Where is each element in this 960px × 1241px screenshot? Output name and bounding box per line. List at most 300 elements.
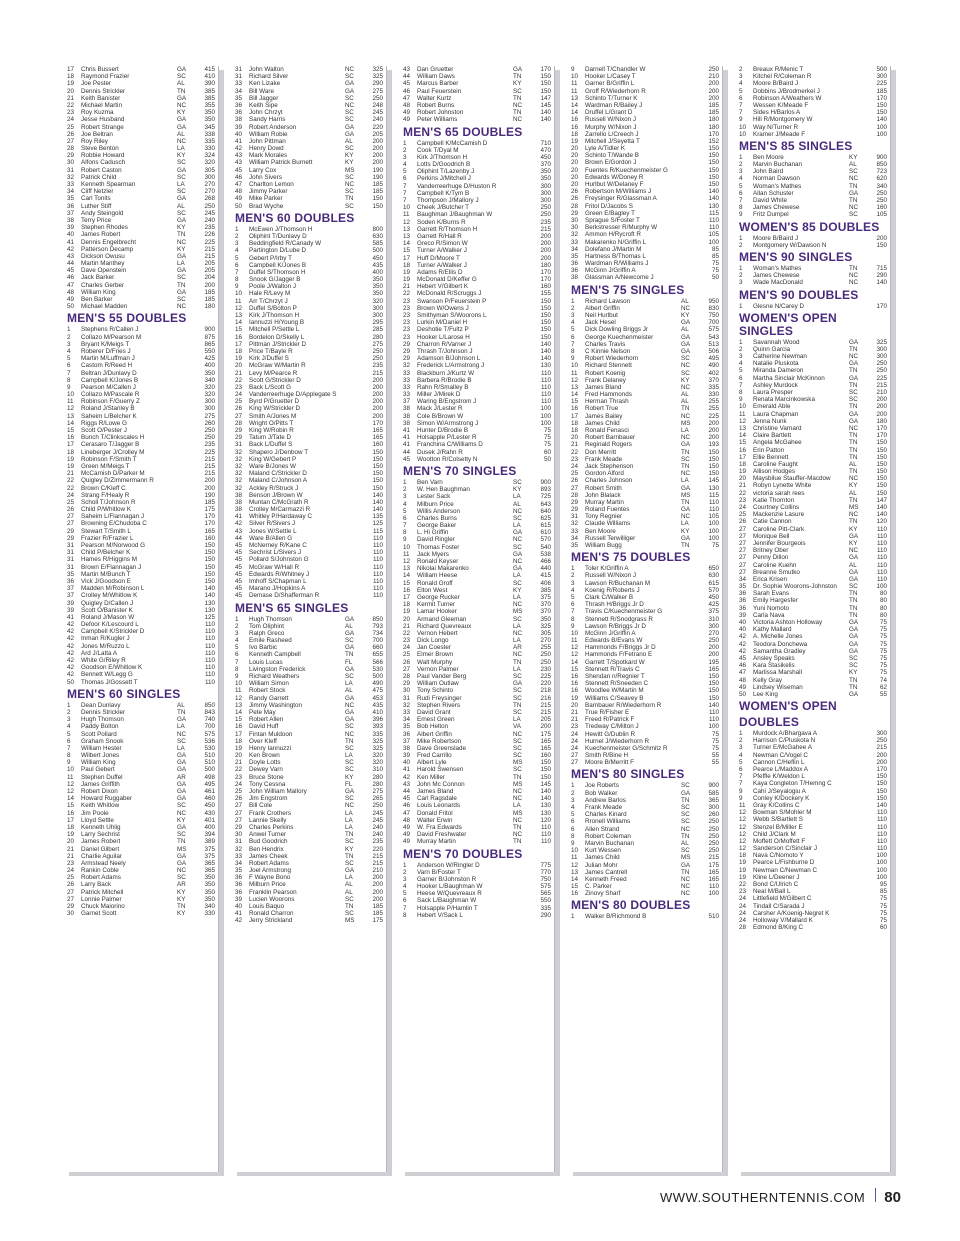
rank-cell: 15 [67,427,75,434]
rank-cell: 35 [571,542,579,549]
state-cell: MS [513,809,523,817]
rank-cell: 42 [235,917,243,925]
ranking-row [736,766,890,773]
state-cell [849,924,867,931]
rank-cell: 32 [235,477,243,485]
rank-cell: 29 [571,498,579,506]
name-cell: John Blalack [585,491,621,499]
rank-cell: 24 [739,916,747,924]
points-cell: 495 [708,355,719,363]
ranking-row [736,759,890,766]
ranking-row [568,630,722,637]
ranking-row [64,628,218,635]
points-cell: 250 [540,211,551,219]
state-cell: SC [345,859,354,867]
points-cell: 75 [879,647,887,655]
points-cell: 110 [540,838,551,846]
state-cell: NC [513,788,523,795]
name-cell: William Outlaw [417,680,459,688]
ranking-row [64,405,218,412]
name-cell: Thompson J/Mallory J [417,197,479,204]
rank-cell: 36 [67,577,75,585]
state-cell [513,175,531,182]
ranking-row [568,246,722,253]
state-cell [177,621,195,628]
ranking-row [736,554,890,561]
points-cell: 245 [204,209,215,217]
rank-cell: 4 [739,751,743,759]
name-cell: Paddy Bolton [81,723,119,731]
ranking-row [232,831,386,838]
state-cell [345,485,363,492]
ranking-row [568,138,722,145]
ranking-row [736,382,890,389]
state-cell [513,405,531,412]
points-cell: 250 [372,347,383,355]
name-cell: Lee King [753,690,778,698]
ranking-row [64,485,218,492]
points-cell: 350 [204,109,215,117]
points-cell: 150 [876,482,887,490]
rank-cell: 28 [571,202,579,210]
name-cell: Lindsey Wiseman [753,683,803,691]
name-cell: Thrash T/Johnson J [417,347,473,355]
rank-cell: 25 [67,123,75,131]
name-cell: Paul Vander Berg [417,673,467,680]
points-cell: 55 [711,752,719,760]
ranking-row [64,635,218,642]
state-cell: SC [345,94,354,102]
state-cell: AL [345,888,353,896]
points-cell: 225 [204,238,215,246]
rank-cell: 21 [67,94,75,102]
rank-cell: 27 [739,547,747,555]
rank-cell: 33 [571,238,579,246]
state-cell [345,255,363,262]
name-cell: Bill Ware [249,87,274,95]
rank-cell: 32 [235,845,243,853]
rank-cell: 3 [403,875,407,883]
name-cell: Green E/Bagley T [585,209,635,217]
points-cell: 200 [372,383,383,391]
state-cell: SC [345,202,354,210]
state-cell [681,95,699,102]
points-cell: 140 [540,340,551,348]
points-cell: 226 [204,231,215,239]
ranking-row [568,616,722,623]
state-cell [849,881,867,888]
name-cell: Mack J/Lester R [417,405,463,413]
name-cell: McGinn J/Griffin A [585,629,636,637]
name-cell: Dusek J/Rahn R [417,448,463,456]
ranking-row [568,181,722,188]
ranking-row [232,571,386,578]
name-cell: Chuck Maiorino [81,903,125,910]
name-cell: Stennett R/Snodgrass R [585,615,653,623]
rank-cell: 23 [403,319,411,327]
points-cell: 425 [204,355,215,363]
state-cell [681,210,699,217]
name-cell: Richard Weathers [249,673,300,680]
state-cell: KY [513,586,522,594]
name-cell: John Walton [249,66,284,73]
state-cell [345,312,363,319]
ranking-row [400,666,554,673]
rank-cell: 29 [403,680,411,688]
points-cell: 200 [540,232,551,240]
points-cell: 435 [372,261,383,269]
state-cell: SC [345,116,354,124]
ranking-row [568,159,722,166]
state-cell: NC [681,383,691,391]
points-cell: 250 [540,651,551,659]
state-cell [849,773,867,780]
rank-cell: 15 [235,716,243,724]
name-cell: Stephen Rhodes [81,224,128,232]
name-cell: Mike Robertson [417,737,462,745]
ranking-row [400,348,554,355]
ranking-row [64,881,218,888]
state-cell: SC [849,211,858,219]
ranking-row [736,154,890,161]
ranking-row [400,883,554,890]
points-cell: 170 [540,268,551,276]
rank-cell: 46 [739,662,747,670]
rank-cell: 2 [739,161,743,169]
ranking-row [736,859,890,866]
rank-cell: 15 [403,579,411,587]
rank-cell: 30 [235,831,243,839]
ranking-row [568,267,722,274]
name-cell: Marcus Barber [417,80,459,88]
points-cell: 150 [708,673,719,680]
name-cell: Dean Dunlavy [81,701,121,709]
state-cell: GA [513,680,523,688]
name-cell: Emerald Able [753,403,791,411]
points-cell: 100 [708,238,719,246]
rank-cell: 17 [67,66,75,73]
ranking-row [64,664,218,671]
points-cell: 340 [204,376,215,384]
ranking-row [232,917,386,924]
name-cell: Lawson R/Briggs Jr D [585,622,646,630]
rank-cell: 22 [67,477,75,485]
ranking-row [568,862,722,869]
name-cell: Brown E/Flannagan J [81,563,142,571]
points-cell: 900 [876,153,887,161]
division-heading: MEN'S 65 DOUBLES [403,124,523,139]
ranking-row [64,795,218,802]
state-cell: KY [177,816,186,824]
points-cell: 140 [708,188,719,196]
ranking-row [64,853,218,860]
state-cell [345,240,363,247]
rank-cell: 49 [403,116,411,124]
state-cell: SC [513,744,522,752]
points-cell: 100 [876,873,887,881]
points-cell: 62 [879,683,887,691]
name-cell: Albert Lyle [417,759,447,767]
state-cell [345,542,363,549]
state-cell [513,247,531,254]
state-cell: GA [849,640,859,648]
ranking-row [400,341,554,348]
rank-cell: 14 [571,875,579,883]
name-cell: Robert Wiederhorn [585,355,639,363]
rank-cell: 49 [739,683,747,691]
state-cell [177,643,195,650]
points-cell: 140 [204,592,215,600]
points-cell: 100 [708,723,719,731]
ranking-row [64,239,218,246]
state-cell: TN [681,542,690,549]
points-cell: 140 [204,585,215,593]
state-cell: SC [177,209,186,217]
state-cell [177,499,195,506]
points-cell: 250 [372,802,383,810]
state-cell: TN [849,345,858,353]
state-cell [849,895,867,902]
state-cell [849,88,867,95]
state-cell [849,95,867,102]
state-cell: SC [849,654,858,662]
state-cell: GA [849,417,859,425]
name-cell: Hugh Thomson [249,615,292,623]
state-cell: KY [345,773,354,781]
state-cell: SC [681,369,690,377]
rank-cell: 45 [235,563,243,571]
state-cell: SC [849,583,858,591]
points-cell: 50 [543,455,551,463]
state-cell [849,816,867,823]
ranking-row [64,362,218,369]
state-cell [345,434,363,441]
ranking-row [568,673,722,680]
points-cell: 275 [372,87,383,95]
name-cell: Hewitt G/Dublin R [585,730,636,738]
name-cell: Garner B/Johnston R [417,875,477,883]
state-cell: TN [681,448,690,456]
name-cell: David Grant [417,708,451,716]
rank-cell: 19 [571,137,579,145]
name-cell: Jimmy Washington [249,701,302,709]
points-cell: 205 [540,716,551,724]
ranking-row [568,152,722,159]
ranking-row [400,630,554,637]
ranking-row [400,233,554,240]
name-cell: Wardman R/Bailey J [585,101,643,109]
state-cell: NC [513,730,523,738]
ranking-row [568,535,722,542]
state-cell [345,269,363,276]
rank-cell: 19 [403,608,411,616]
name-cell: Ackley R/Struck J [249,484,299,492]
points-cell: 575 [204,730,215,738]
points-cell: 225 [708,412,719,420]
state-cell: SC [177,737,186,745]
ranking-row [64,766,218,773]
points-cell: 110 [372,556,383,564]
state-cell [681,159,699,166]
state-cell: TN [513,701,522,709]
state-cell [177,528,195,535]
name-cell: Nava C/Nomoto Y [753,852,804,860]
ranking-row [400,326,554,333]
name-cell: Wade MacDonald [753,279,803,287]
state-cell: SC [681,847,690,855]
points-cell: 110 [540,376,551,384]
points-cell: 585 [708,789,719,797]
ranking-row [568,695,722,702]
state-cell [177,370,195,377]
points-cell: 110 [708,224,719,232]
state-cell [513,197,531,204]
name-cell: Julian Mohr [585,861,618,869]
state-cell [681,673,699,680]
state-cell: AR [177,773,186,781]
points-cell: 400 [204,362,215,370]
name-cell: Sprague S/Foster T [585,216,640,224]
rank-cell: 41 [403,766,411,774]
state-cell [513,262,531,269]
ranking-row [400,723,554,730]
name-cell: Freysinger R/Glassman A [585,195,657,203]
name-cell: Riggs R/Lowe G [81,419,127,427]
ranking-row [568,370,722,377]
ranking-row [64,203,218,210]
state-cell: GA [681,789,691,797]
name-cell: Murdock A/Bhargava A [753,730,818,738]
points-cell: 715 [876,264,887,272]
name-cell: David Ringler [417,536,455,544]
name-cell: Chris Bussert [81,66,119,73]
name-cell: McGraw W/Hall R [249,563,300,571]
name-cell: Lucien Woorons [249,895,295,903]
name-cell: William Simon [249,680,289,688]
name-cell: Russell Terwilliger [585,534,636,542]
state-cell: NC [849,547,859,555]
state-cell [513,362,531,369]
state-cell [345,384,363,391]
name-cell: Jack Stephenson [585,462,634,470]
state-cell [177,477,195,484]
name-cell: Caroline Kuehn [753,561,797,569]
points-cell: 200 [876,403,887,411]
points-cell: 200 [540,254,551,262]
ranking-row [64,334,218,341]
ranking-row [64,643,218,650]
state-cell: AL [681,391,689,399]
ranking-row [400,536,554,543]
rank-cell: 29 [67,527,75,535]
state-cell: SC [177,274,186,282]
points-cell: 700 [372,637,383,645]
rank-cell: 2 [403,146,407,154]
name-cell: Newman C/Newman C [753,866,818,874]
ranking-row [568,847,722,854]
points-cell: 240 [372,831,383,839]
points-cell: 270 [540,637,551,645]
points-cell: 150 [540,326,551,334]
rank-cell: 23 [403,304,411,312]
points-cell: 585 [372,240,383,248]
rank-cell: 1 [403,861,407,869]
rank-cell: 12 [67,780,75,788]
state-cell [513,434,531,441]
rank-cell: 3 [571,312,575,319]
points-cell: 255 [708,398,719,406]
name-cell: Edwards R/Whitney J [249,570,310,578]
ranking-row [736,490,890,497]
rank-cell: 49 [403,823,411,831]
state-cell [177,635,195,642]
state-cell: TN [681,405,690,413]
rank-cell: 27 [403,665,411,673]
state-cell [681,167,699,174]
state-cell [849,874,867,881]
ranking-row [736,66,890,73]
ranking-row [232,513,386,520]
ranking-row [64,774,218,781]
rank-cell: 12 [571,376,579,384]
name-cell: Clark C/Walker B [585,593,634,601]
rank-cell: 16 [67,434,75,442]
name-cell: Imhoff S/Chapman L [249,577,307,585]
ranking-row [232,116,386,123]
rank-cell: 17 [403,254,411,262]
points-cell: 110 [540,391,551,399]
points-cell: 393 [372,723,383,731]
ranking-row [400,876,554,883]
rank-cell: 12 [739,417,747,425]
ranking-row [400,398,554,405]
name-cell: Lotts D/Goodrich B [417,161,471,169]
points-cell: 865 [204,340,215,348]
rank-cell: 29 [235,427,243,434]
name-cell: Peter Williams [417,116,458,124]
name-cell: Robinson A/Weathers W [753,94,822,102]
points-cell: 110 [708,506,719,514]
ranking-row [64,80,218,87]
points-cell: 110 [372,592,383,600]
state-cell: LA [345,816,353,824]
points-cell: 500 [372,247,383,255]
name-cell: Joel Armstrong [249,867,291,875]
state-cell: TN [849,597,858,605]
ranking-row [64,745,218,752]
rank-cell: 41 [235,910,243,918]
points-cell: 110 [708,216,719,224]
points-cell: 110 [876,568,887,576]
name-cell: Groff R/Wiederhorn R [585,87,646,95]
ranking-row [736,730,890,737]
name-cell: Dick Dowling Briggs Jr [585,326,648,334]
name-cell: Richard Quevreaux [417,622,472,630]
state-cell: KY [513,80,522,88]
name-cell: Martin M/Luffman J [81,355,135,363]
name-cell: Ken Lizake [249,80,281,88]
rank-cell: 30 [571,224,579,232]
ranking-row [568,745,722,752]
name-cell: McEwen J/Thomson H [249,225,313,233]
name-cell: Robert Stock [249,687,286,695]
points-cell: 305 [540,629,551,637]
rank-cell: 9 [403,536,407,544]
rank-cell: 41 [235,137,243,145]
points-cell: 200 [708,94,719,102]
state-cell: NC [177,101,187,109]
ranking-row [400,731,554,738]
